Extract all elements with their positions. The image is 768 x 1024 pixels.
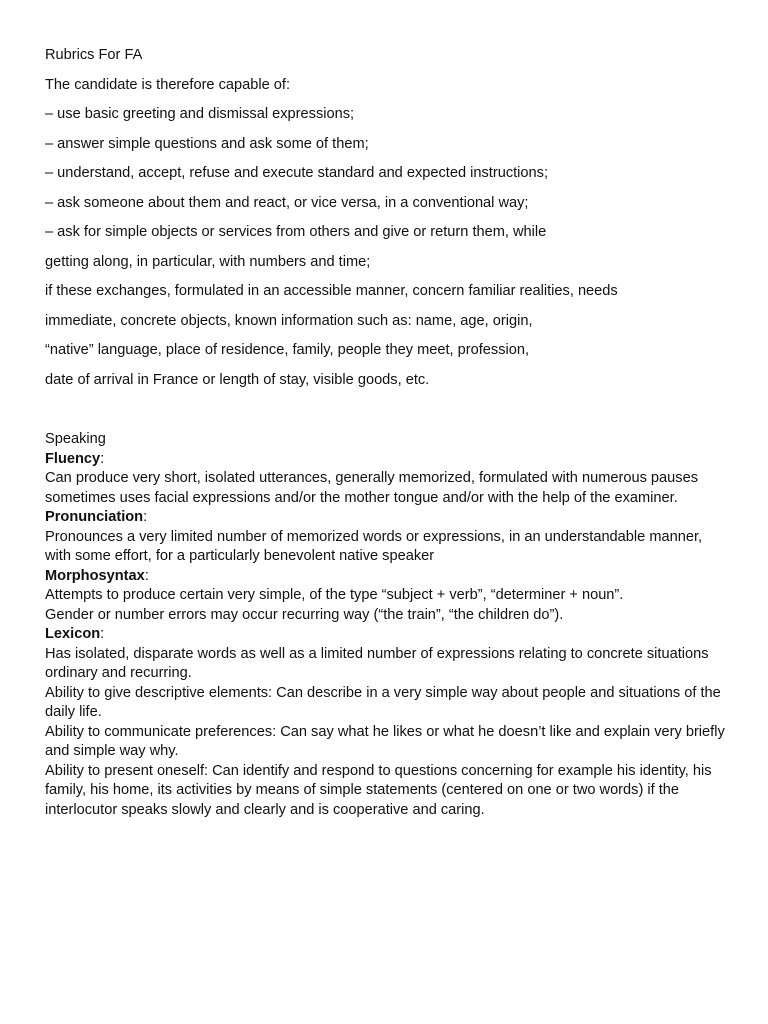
section-heading-speaking: Speaking [45, 431, 106, 447]
ability-preferences: Ability to communicate preferences: Can say what he likes or what he doesn’t like and explain very briefly and simple way why. [45, 723, 725, 759]
morphosyntax-text: Attempts to produce certain very simple, of the type “subject + verb”, “determiner + noun”. [45, 587, 624, 603]
document-page [45, 46, 725, 820]
intro-line: date of arrival in France or length of stay, visible goods, etc. [45, 371, 430, 388]
intro-line: immediate, concrete objects, known information such as: name, age, origin, [45, 312, 533, 329]
intro-line: getting along, in particular, with numbers and time; [45, 253, 371, 270]
morphosyntax-label: Morphosyntax [45, 567, 145, 584]
criterion-fluency [45, 450, 725, 470]
morphosyntax-text: Gender or number errors may occur recurring way (“the train”, “the children do”). [45, 606, 564, 623]
intro-section [45, 46, 725, 390]
intro-line: – answer simple questions and ask some of them; [45, 135, 369, 152]
document-title: Rubrics For FA [45, 47, 143, 63]
pronunciation-label: Pronunciation [45, 509, 144, 525]
intro-line: – ask someone about them and react, or vice versa, in a conventional way; [45, 194, 529, 211]
criterion-pronunciation [45, 508, 725, 528]
fluency-text: Can produce very short, isolated utterances, generally memorized, formulated with numerous pauses sometimes uses facial expressions and/or the mother tongue and/or with the help of the examiner. [45, 470, 698, 506]
label-colon: : [144, 567, 149, 584]
label-colon: : [143, 509, 148, 525]
intro-line: if these exchanges, formulated in an accessible manner, concern familiar realities, needs [45, 283, 618, 299]
speaking-section [45, 430, 725, 820]
criterion-lexicon [45, 625, 725, 645]
pronunciation-text: Pronounces a very limited number of memorized words or expressions, in an understandable manner, with some effort, for a particularly benevolent native speaker [45, 528, 703, 564]
ability-descriptive: Ability to give descriptive elements: Can describe in a very simple way about people and situations of the daily life. [45, 684, 721, 720]
criterion-morphosyntax [45, 567, 725, 587]
intro-line: “native” language, place of residence, family, people they meet, profession, [45, 342, 530, 358]
intro-line: – ask for simple objects or services from others and give or return them, while [45, 224, 547, 240]
intro-line: – understand, accept, refuse and execute standard and expected instructions; [45, 165, 548, 181]
lexicon-text: Has isolated, disparate words as well as a limited number of expressions relating to concrete situations ordinary and recurring. [45, 645, 709, 681]
ability-present-oneself: Ability to present oneself: Can identify and respond to questions concerning for example his identity, his family, his home, its activities by means of simple statements (centered on one or two words) if the interlocutor speaks slowly and clearly and is cooperative and caring. [45, 762, 712, 818]
section-spacer [45, 400, 725, 430]
intro-line: – use basic greeting and dismissal expressions; [45, 106, 355, 122]
lexicon-label: Lexicon [45, 626, 101, 642]
label-colon: : [100, 626, 105, 642]
label-colon: : [100, 450, 105, 467]
intro-line: The candidate is therefore capable of: [45, 76, 291, 93]
fluency-label: Fluency [45, 450, 101, 467]
